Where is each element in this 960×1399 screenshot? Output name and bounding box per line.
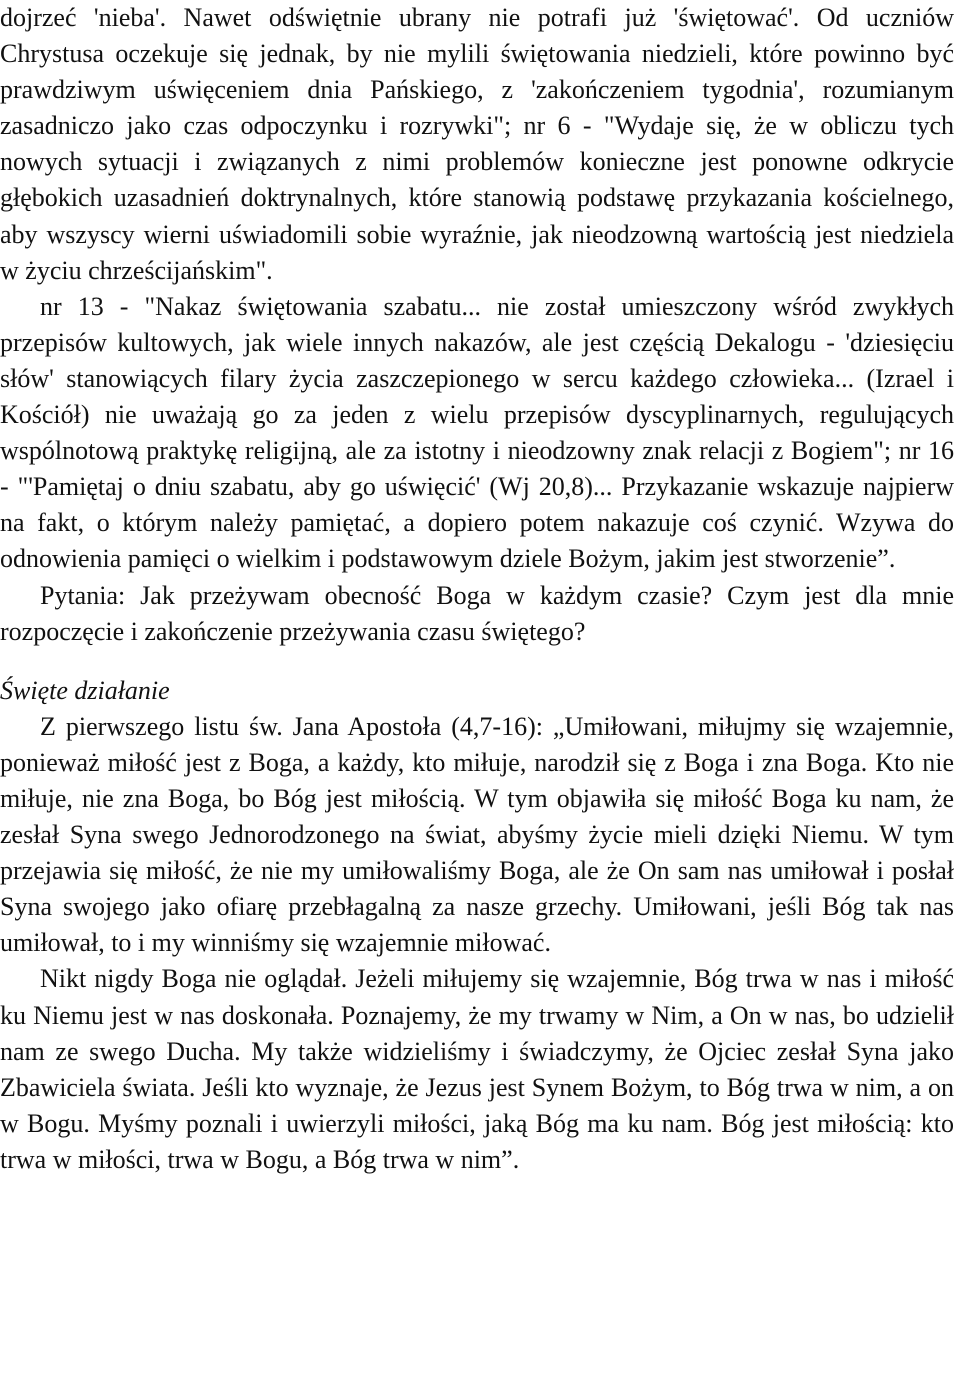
scripture-paragraph: Nikt nigdy Boga nie oglądał. Jeżeli miłujemy się wzajemnie, Bóg trwa w nas i miłość ku Niemu jest w nas doskonała. Poznajemy, że my trwamy w Nim, a On w nas, bo udzielił nam ze swego Ducha. My także widzieliśmy i świadczymy, że Ojciec zesłał Syna jako Zbawiciela świata. Jeśli kto wyznaje, że Jezus jest Synem Bożym, to Bóg trwa w nim, a on w Bogu. Myśmy poznali i uwierzyli miłości, jaką Bóg ma ku nam. Bóg jest miłością: kto trwa w miłości, trwa w Bogu, a Bóg trwa w nim”. <box>0 964 954 1174</box>
questions-paragraph: Pytania: Jak przeżywam obecność Boga w każdym czasie? Czym jest dla mnie rozpoczęcie i zakończenie przeżywania czasu świętego? <box>0 580 954 646</box>
section-heading: Święte działanie <box>0 675 170 705</box>
paragraph: nr 13 - "Nakaz świętowania szabatu... nie został umieszczony wśród zwykłych przepisów kultowych, jak wiele innych nakazów, ale jest częścią Dekalogu - 'dziesięciu słów' stanowiących filary życia zaszczepionego w sercu każdego człowieka... (Izrael i Kościół) nie uważają go za jeden z wielu przepisów dyscyplinarnych, regulujących wspólnotową praktykę religijną, ale za istotny i nieodzowny znak relacji z Bogiem"; nr 16 - "'Pamiętaj o dniu szabatu, aby go uświęcić' (Wj 20,8)... Przykazanie wskazuje najpierw na fakt, o którym należy pamiętać, a dopiero potem nakazuje coś czynić. Wzywa do odnowienia pamięci o wielkim i podstawowym dziele Bożym, jakim jest stworzenie”. <box>0 291 954 574</box>
scripture-paragraph: Z pierwszego listu św. Jana Apostoła (4,7-16): „Umiłowani, miłujmy się wzajemnie, ponieważ miłość jest z Boga, a każdy, kto miłuje, narodził się z Boga i zna Boga. Kto nie miłuje, nie zna Boga, bo Bóg jest miłością. W tym objawiła się miłość Boga ku nam, że zesłał Syna swego Jednorodzonego na świat, abyśmy życie mieli dzięki Niemu. W tym przejawia się miłość, że nie my umiłowaliśmy Boga, ale że On sam nas umiłował i posłał Syna swojego jako ofiarę przebłagalną za nasze grzechy. Umiłowani, jeśli Bóg tak nas umiłował, to i my winniśmy się wzajemnie miłować. <box>0 711 954 958</box>
paragraph: dojrzeć 'nieba'. Nawet odświętnie ubrany nie potrafi już 'świętować'. Od uczniów Chrystusa oczekuje się jednak, by nie mylili świętowania niedzieli, które powinno być prawdziwym uświęceniem dnia Pańskiego, z 'zakończeniem tygodnia', rozumianym zasadniczo jako czas odpoczynku i rozrywki"; nr 6 - "Wydaje się, że w obliczu tych nowych sytuacji i związanych z nimi problemów konieczne jest ponowne odkrycie głębokich uzasadnień doktrynalnych, które stanowią podstawę przykazania kościelnego, aby wszyscy wierni uświadomili sobie wyraźnie, jak nieodzowną wartością jest niedziela w życiu chrześcijańskim". <box>0 3 954 285</box>
